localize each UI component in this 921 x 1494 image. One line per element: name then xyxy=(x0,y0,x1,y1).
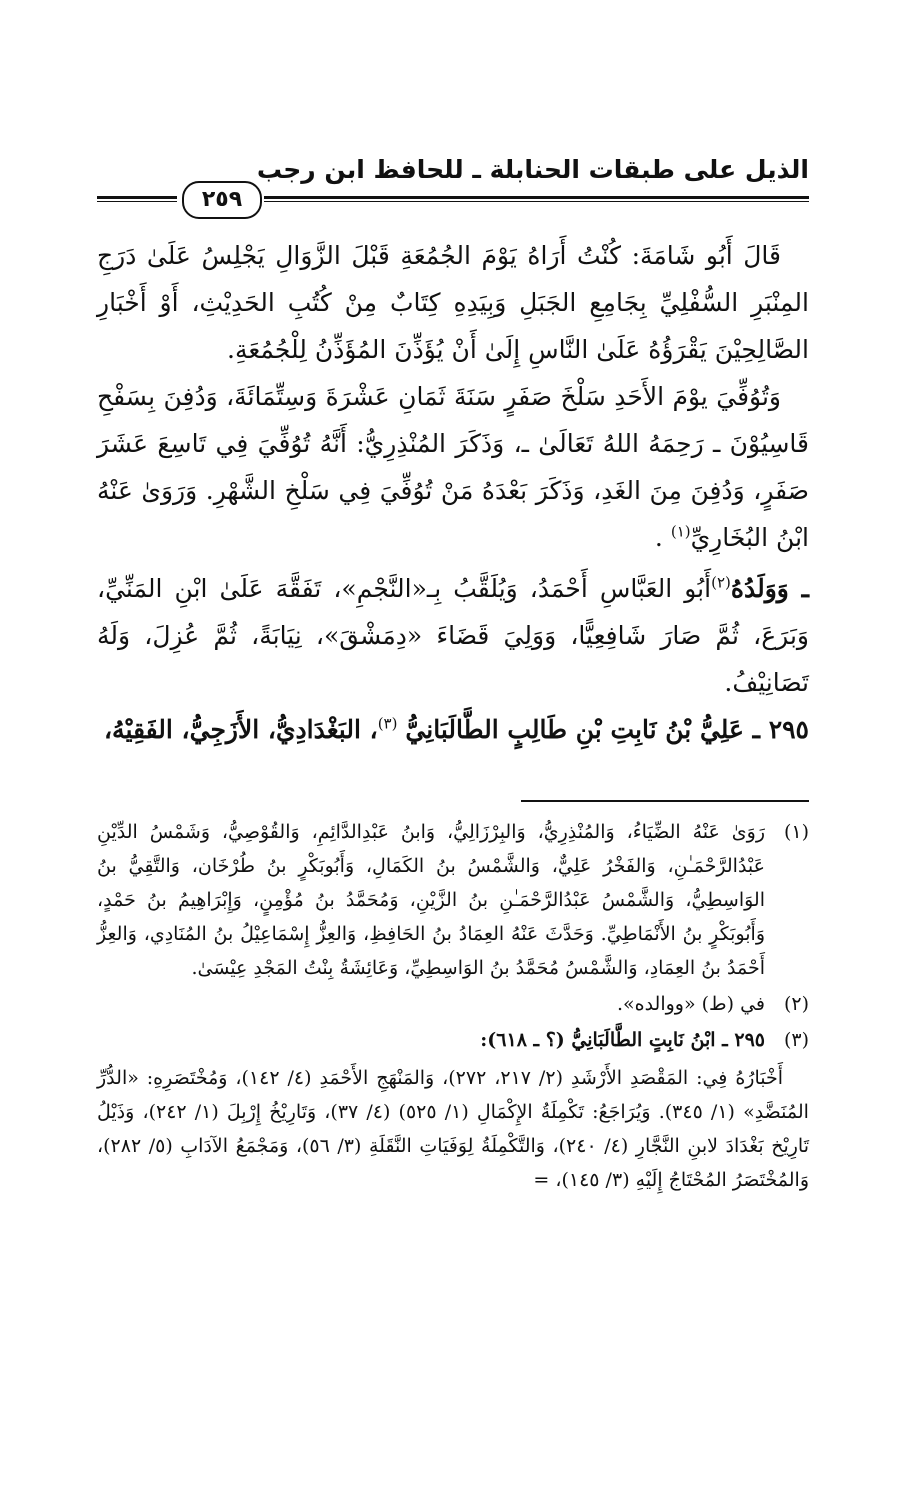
paragraph-death-text: وَتُوُفِّيَ يوْمَ الأَحَدِ سَلْخَ صَفَرٍ سَنَةَ ثَمَانِ عَشْرَةَ وَسِتِّمَائَةَ، وَدُفِنَ بِسَفْحِ قَاسِيُوْنَ ـ رَحِمَهُ اللهُ تَعَالَىٰ ـ، وَذَكَرَ المُنْذِرِيُّ: أَنَّهُ تُوُفِّيَ فِي تَاسِعَ عَشَرَ صَفَرٍ، وَدُفِنَ مِنَ الغَدِ، وَذَكَرَ بَعْدَهُ مَنْ تُوُفِّيَ فِي سَلْخِ الشَّهْرِ. وَرَوَىٰ عَنْهُ ابْنُ البُخَارِيِّ xyxy=(97,382,809,552)
footnote-3-text: ٢٩٥ ـ ابْنُ نَابِتٍ الطَّالَبَانِيُّ (؟ ـ ٦١٨): xyxy=(480,1029,765,1051)
footnote-3 xyxy=(97,1023,809,1057)
page-number: ٢٥٩ xyxy=(182,181,262,219)
footnote-2-text: في (ط) «ووالده». xyxy=(616,993,765,1015)
header-rule-right xyxy=(264,196,809,202)
footnote-1 xyxy=(97,815,809,985)
footnote-1-text: رَوَىٰ عَنْهُ الضِّيَاءُ، وَالمُنْذِرِيُّ، وَالبِرْزَالِيُّ، وَابنُ عَبْدِالدَّائِمِ، وَالقُوْصِيُّ، وَشَمْسُ الدِّيْنِ عَبْدُالرَّحْمَـٰنِ، وَالفَخْرُ عَلِيٌّ، وَالشَّمْسُ بنُ الكَمَالِ، وَأَبُوبَكْرٍ بنُ طُرْخَان، وَالتَّقِيُّ بنُ الوَاسِطِيُّ، وَالشَّمْسُ عَبْدُالرَّحْمَـٰنِ بنُ الزَّيْنِ، وَمُحَمَّدُ بنُ مُؤْمِنٍ، وَإِبْرَاهِيمُ بنُ حَمْدٍ، وَأَبُوبَكْرٍ بنُ الأَنْمَاطِيِّ. وَحَدَّثَ عَنْهُ العِمَادُ بنُ الحَافِظِ، وَالعِزُّ إِسْمَاعِيْلُ بنُ المُنَادِي، وَالعِزُّ أَحْمَدُ بنُ العِمَادِ، وَالشَّمْسُ مُحَمَّدُ بنُ الوَاسِطِيِّ، وَعَائِشَةُ بِنْتُ المَجْدِ عِيْسَىٰ. xyxy=(97,821,765,979)
entry-295 xyxy=(97,706,809,753)
footnote-ref-1: (١) xyxy=(670,522,691,541)
paragraph-death-end: . xyxy=(654,523,663,552)
entry-295-rest: ، البَغْدَادِيُّ، الأَزَجِيُّ، الفَقِيْهُ، xyxy=(103,715,378,744)
footnote-3-mark: (٣) xyxy=(783,1029,809,1051)
entry-295-name: ٢٩٥ ـ عَلِيُّ بْنُ نَابِتِ بْنِ طَالِبٍ الطَّالَبَانِيُّ xyxy=(405,715,809,744)
footnote-1-mark: (١) xyxy=(783,821,809,843)
header-rule-left xyxy=(97,196,177,202)
footnote-2-mark: (٢) xyxy=(783,993,809,1015)
son-lead: ـ وَوَلَدُهُ xyxy=(730,574,810,603)
footnote-3-detail: أَخْبَارُهُ فِي: المَقْصَدِ الأَرْشَدِ (٢/ ٢١٧، ٢٧٢)، وَالمَنْهَجِ الأَحْمَدِ (٤/ ١٤٢)، وَمُخْتَصَرِهِ: «الدُّرِّ المُنَضَّدِ» (١/ ٣٤٥). وَيُرَاجَعُ: تَكْمِلَةُ الإِكْمَالِ (١/ ٥٢٥) (٤/ ٣٧)، وَتَارِيْخُ إِرْبِلَ (١/ ٢٤٢)، وَذَيْلُ تَارِيْخ بَغْدَادَ لابنِ النَّجَّارِ (٤/ ٢٤٠)، وَالتَّكْمِلَةُ لِوَفَيَاتِ النَّقَلَةِ (٣/ ٥٦)، وَمَجْمَعُ الآدَابِ (٥/ ٢٨٢)، وَالمُخْتَصَرُ المُحْتَاجُ إِلَيْهِ (٣/ ١٤٥)، = xyxy=(97,1067,809,1191)
footnote-ref-2: (٢) xyxy=(711,573,731,592)
main-text xyxy=(97,232,809,753)
footnote-ref-3: (٣) xyxy=(377,714,398,733)
paragraph-death xyxy=(97,373,809,561)
paragraph-abu-shama: قَالَ أَبُو شَامَةَ: كُنْتُ أَرَاهُ يَوْمَ الجُمُعَةِ قَبْلَ الزَّوَالِ يَجْلِسُ عَلَىٰ دَرَجِ المِنْبَرِ السُّفْلِيِّ بِجَامِعِ الجَبَلِ وَبِيَدِهِ كِتَابٌ مِنْ كُتُبِ الحَدِيْثِ، أَوْ أَخْبَارِ الصَّالِحِيْنَ يَقْرَؤُهُ عَلَىٰ النَّاسِ إِلَىٰ أَنْ يُؤَذِّنَ المُؤَذِّنُ لِلْجُمُعَةِ. xyxy=(97,241,809,364)
footnotes xyxy=(97,815,809,1197)
running-title: الذيل على طبقات الحنابلة ـ للحافظ ابن رجب xyxy=(256,155,809,184)
footnote-2 xyxy=(97,987,809,1021)
son-text: أَبُو العَبَّاسِ أَحْمَدُ، وَيُلَقَّبُ بِـ«النَّجْمِ»، تَفَقَّهَ عَلَىٰ ابْنِ المَنِّيِّ، وَبَرَعَ، ثُمَّ صَارَ شَافِعِيًّا، وَوَلِيَ قَضَاءَ «دِمَشْقَ»، نِيَابَةً، ثُمَّ عُزِلَ، وَلَهُ تَصَانِيْفُ. xyxy=(97,574,809,697)
paragraph-son xyxy=(97,565,809,706)
footnote-separator xyxy=(521,800,809,802)
